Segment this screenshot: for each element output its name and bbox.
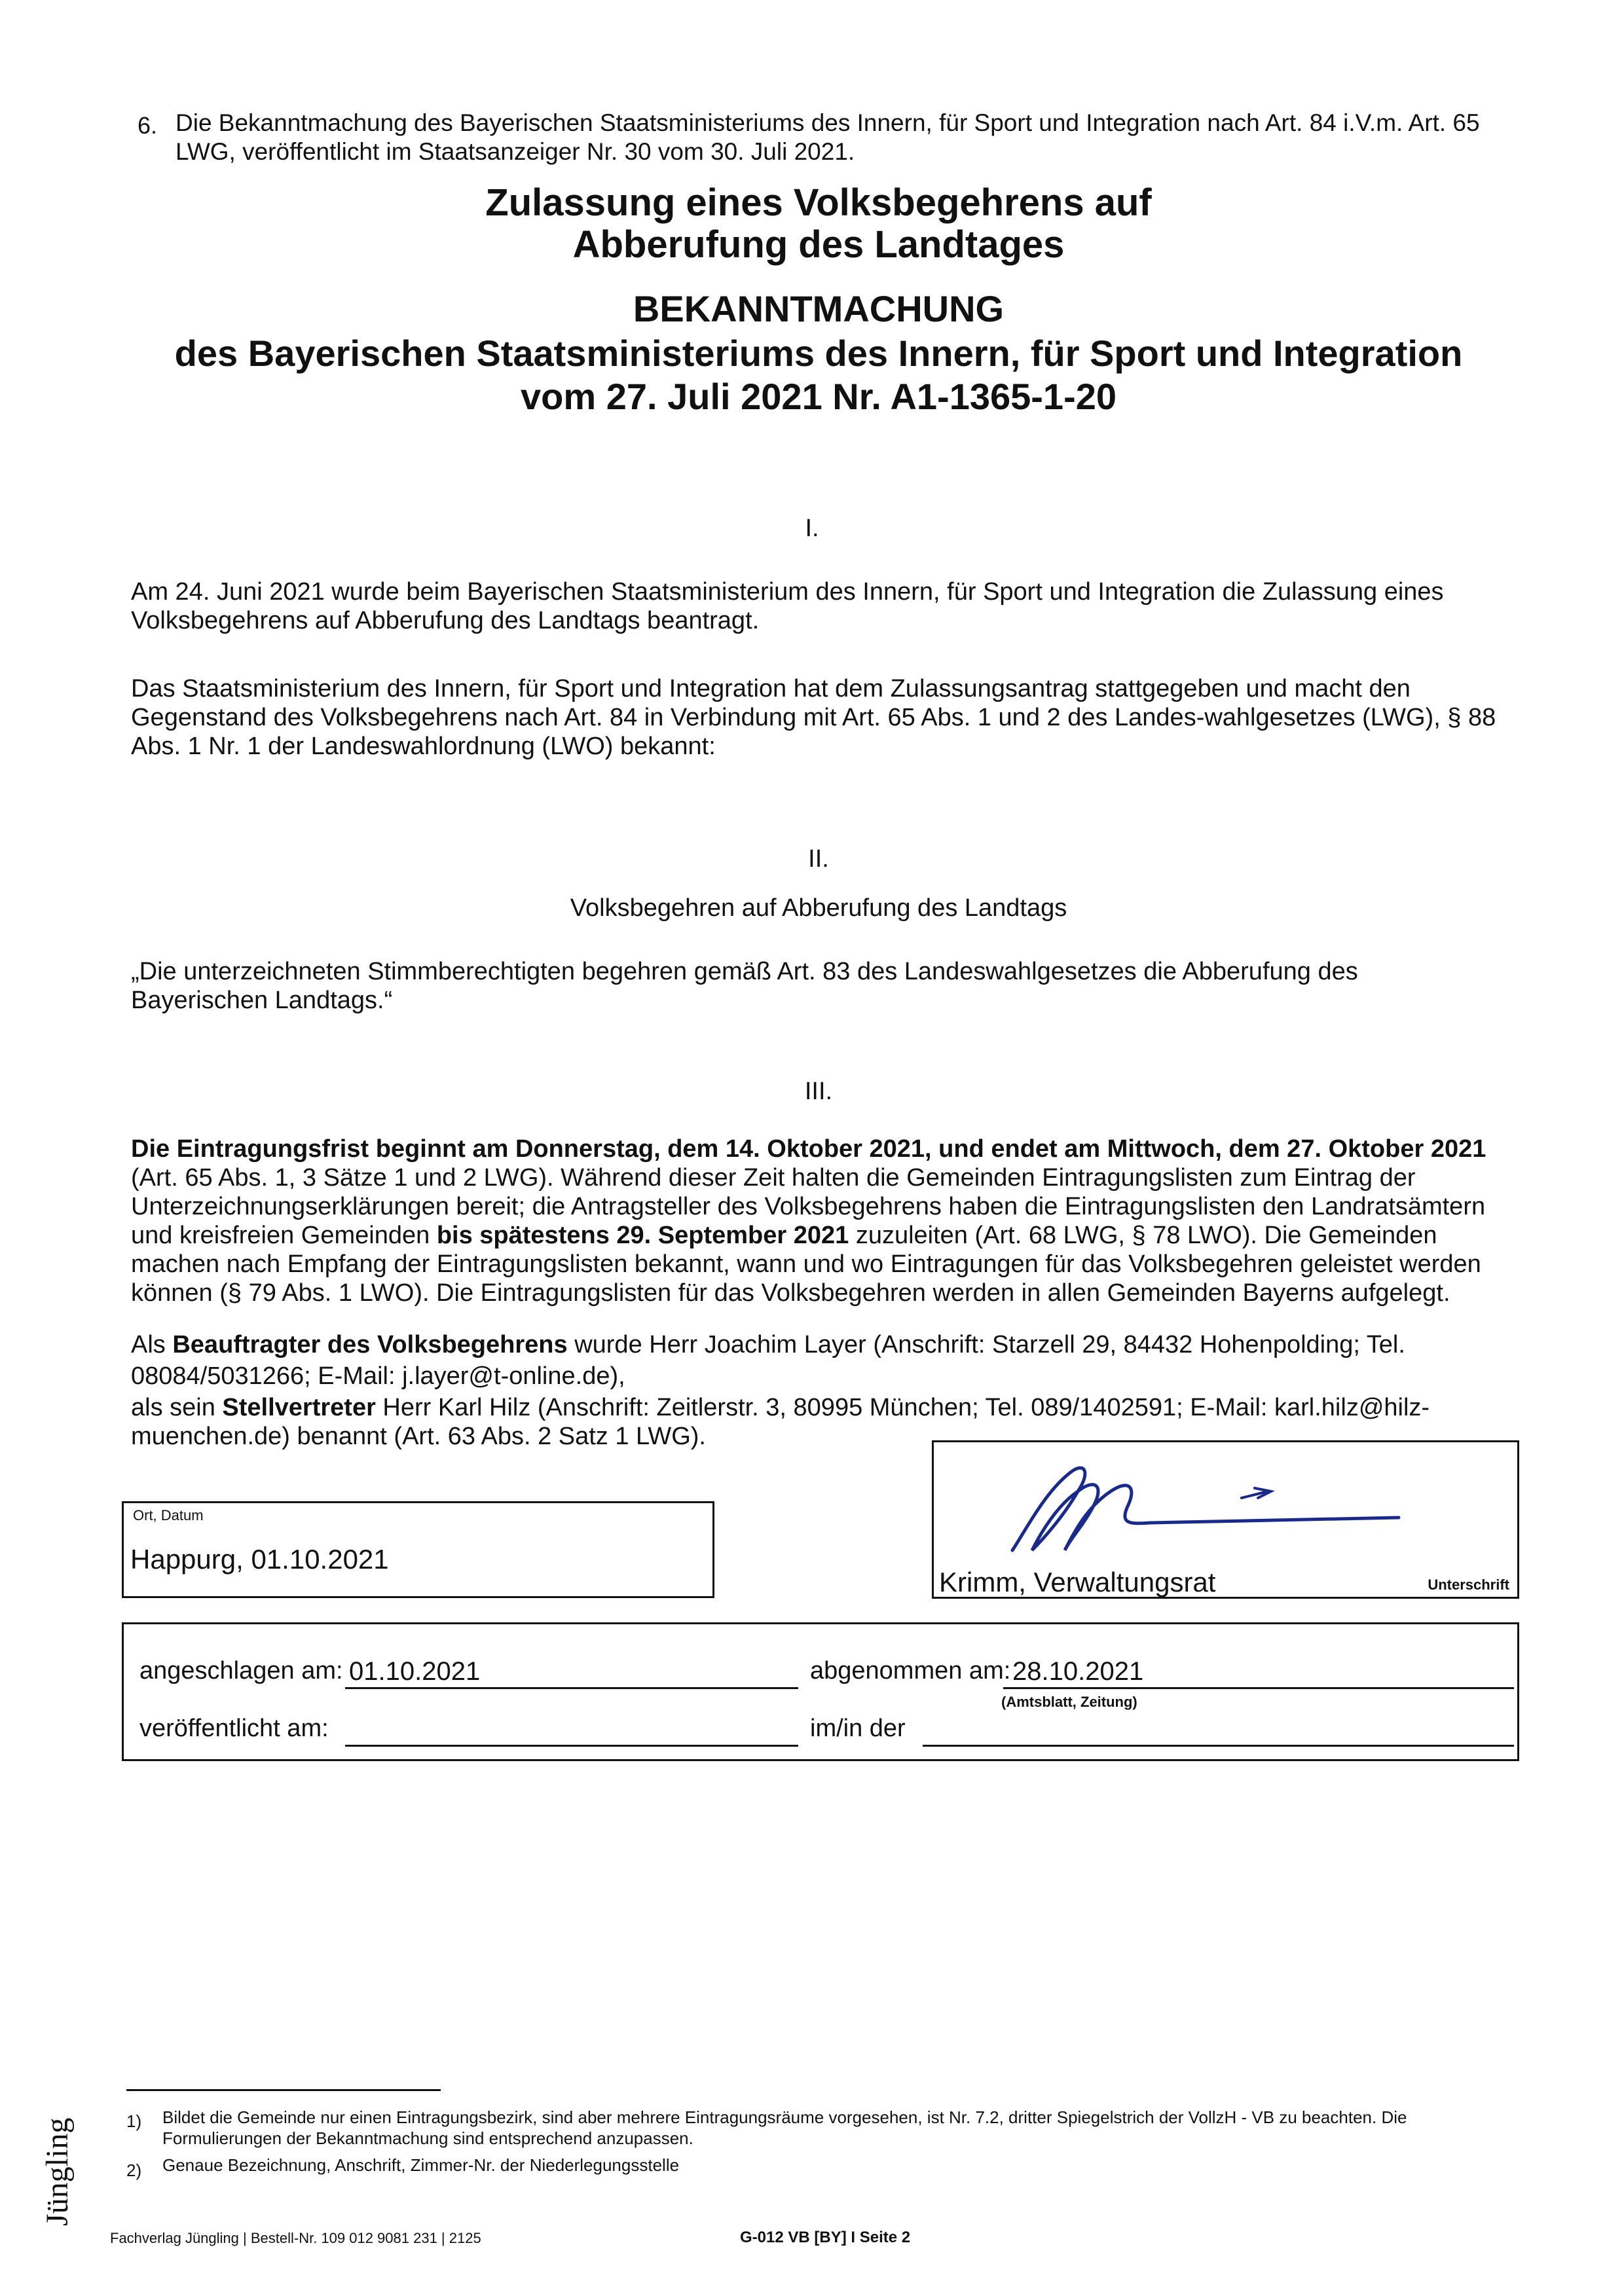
signer-name: Krimm, Verwaltungsrat	[939, 1567, 1216, 1597]
signature-label: Unterschrift	[1428, 1576, 1509, 1593]
footnote-1-number: 1)	[126, 2111, 142, 2131]
section-3-numeral: III.	[804, 1078, 833, 1105]
deputy-role: Stellvertreter	[222, 1394, 376, 1421]
footer-publisher: Fachverlag Jüngling | Bestell-Nr. 109 012 9081 231 | 2125	[110, 2230, 481, 2246]
section-1-paragraph-2: Das Staatsministerium des Innern, für Sport und Integration hat dem Zulassungsantrag stattgegeben und macht den Gegenstand des Volksbegehrens nach Art. 84 in Verbindung mit Art. 65 Abs. 1 und 2 des Landes-wahlgesetzes (LWG), § 88 Abs. 1 Nr. 1 der Landeswahlordnung (LWO) bekannt:	[131, 675, 1496, 760]
announcement-issuer: des Bayerischen Staatsministeriums des Innern, für Sport und Integration	[174, 333, 1463, 374]
section-2-quote: „Die unterzeichneten Stimmberechtigten begehren gemäß Art. 83 des Landeswahlgesetzes die Abberufung des Bayerischen Landtags.“	[131, 958, 1358, 1014]
footnote-2-text: Genaue Bezeichnung, Anschrift, Zimmer-Nr. der Niederlegungsstelle	[162, 2155, 680, 2175]
announcement-title: BEKANNTMACHUNG	[633, 288, 1005, 329]
posted-value[interactable]: 01.10.2021	[349, 1657, 481, 1686]
registration-period: Die Eintragungsfrist beginnt am Donnerstag, dem 14. Oktober 2021, und endet am Mittwoch, dem 27. Oktober 2021	[131, 1135, 1486, 1163]
section-1-paragraph-1: Am 24. Juni 2021 wurde beim Bayerischen Staatsministerium des Innern, für Sport und Integration die Zulassung eines Volksbegehrens auf Abberufung des Landtags beantragt.	[131, 578, 1444, 634]
representative-paragraph	[131, 1329, 1486, 1392]
place-date-value: Happurg, 01.10.2021	[130, 1544, 389, 1575]
removed-hint: (Amtsblatt, Zeitung)	[1001, 1694, 1137, 1710]
section-2-numeral: II.	[808, 845, 829, 873]
posted-line	[345, 1687, 798, 1689]
announcement-date: vom 27. Juli 2021 Nr. A1-1365-1-20	[521, 376, 1116, 417]
footnote-divider	[126, 2089, 441, 2091]
removed-value[interactable]: 28.10.2021	[1012, 1657, 1144, 1686]
footnote-1-text: Bildet die Gemeinde nur einen Eintragungsbezirk, sind aber mehrere Eintragungsräume vorgesehen, ist Nr. 7.2, dritter Spiegelstrich der VollzH - VB zu beachten. Die Formulierungen der Bekanntmachung sind entsprechend anzupassen.	[162, 2107, 1407, 2148]
publisher-logo-text: Jüngling	[40, 2117, 75, 2226]
representative-prefix: Als	[131, 1331, 173, 1358]
section-3-text-1: (Art. 65 Abs. 1, 3 Sätze 1 und 2 LWG). Während dieser Zeit halten die Gemeinden Eintragungslisten zum Eintrag der Unterzeichnungserklärungen bereit; die Antragsteller des Volksbegehrens haben die Eintragungslisten den Landratsämtern und kreisfreien Gemeinden	[131, 1164, 1486, 1249]
section-3-paragraph	[131, 1135, 1500, 1307]
footnote-2-number: 2)	[126, 2160, 142, 2180]
handwritten-signature	[980, 1452, 1438, 1563]
section-2-subtitle: Volksbegehren auf Abberufung des Landtags	[570, 894, 1067, 922]
title-line-2: Abberufung des Landtages	[572, 223, 1065, 266]
signature-box	[932, 1440, 1519, 1599]
place-date-box	[122, 1501, 714, 1598]
in-line	[923, 1745, 1514, 1747]
place-date-label: Ort, Datum	[133, 1507, 204, 1523]
deputy-prefix: als sein	[131, 1394, 223, 1421]
removed-line	[1003, 1687, 1514, 1689]
item-6-text: Die Bekanntmachung des Bayerischen Staatsministeriums des Innern, für Sport und Integration nach Art. 84 i.V.m. Art. 65 LWG, veröffentlicht im Staatsanzeiger Nr. 30 vom 30. Juli 2021.	[175, 109, 1480, 165]
posting-record-box	[122, 1622, 1519, 1761]
representative-role: Beauftragter des Volksbegehrens	[172, 1331, 568, 1358]
posted-label: angeschlagen am:	[139, 1657, 343, 1685]
published-label: veröffentlicht am:	[139, 1715, 329, 1742]
footer-form-id: G-012 VB [BY] I Seite 2	[740, 2229, 911, 2246]
in-label: im/in der	[810, 1715, 906, 1742]
item-6-number: 6.	[138, 112, 158, 139]
representative-details: wurde Herr Joachim Layer (Anschrift: Starzell 29, 84432 Hohenpolding; Tel. 08084/5031266; E-Mail: j.layer@t-online.de),	[131, 1331, 1405, 1390]
deputy-details: Herr Karl Hilz (Anschrift: Zeitlerstr. 3, 80995 München; Tel. 089/1402591; E-Mail: karl.hilz@hilz-muenchen.de) benannt (Art. 63 Abs. 2 Satz 1 LWG).	[131, 1394, 1430, 1450]
publisher-logo	[33, 2108, 79, 2226]
published-line	[345, 1745, 798, 1747]
section-1-numeral: I.	[805, 515, 819, 542]
submission-deadline: bis spätestens 29. September 2021	[436, 1222, 849, 1249]
removed-label: abgenommen am:	[810, 1657, 1011, 1685]
section-3-text-2: zuzuleiten (Art. 68 LWG, § 78 LWO). Die Gemeinden machen nach Empfang der Eintragungslisten bekannt, wann und wo Eintragungen für das Volksbegehren geleistet werden können (§ 79 Abs. 1 LWO). Die Eintragungslisten für das Volksbegehren werden in allen Gemeinden Bayerns aufgelegt.	[131, 1222, 1481, 1307]
title-line-1: Zulassung eines Volksbegehrens auf	[485, 181, 1152, 224]
